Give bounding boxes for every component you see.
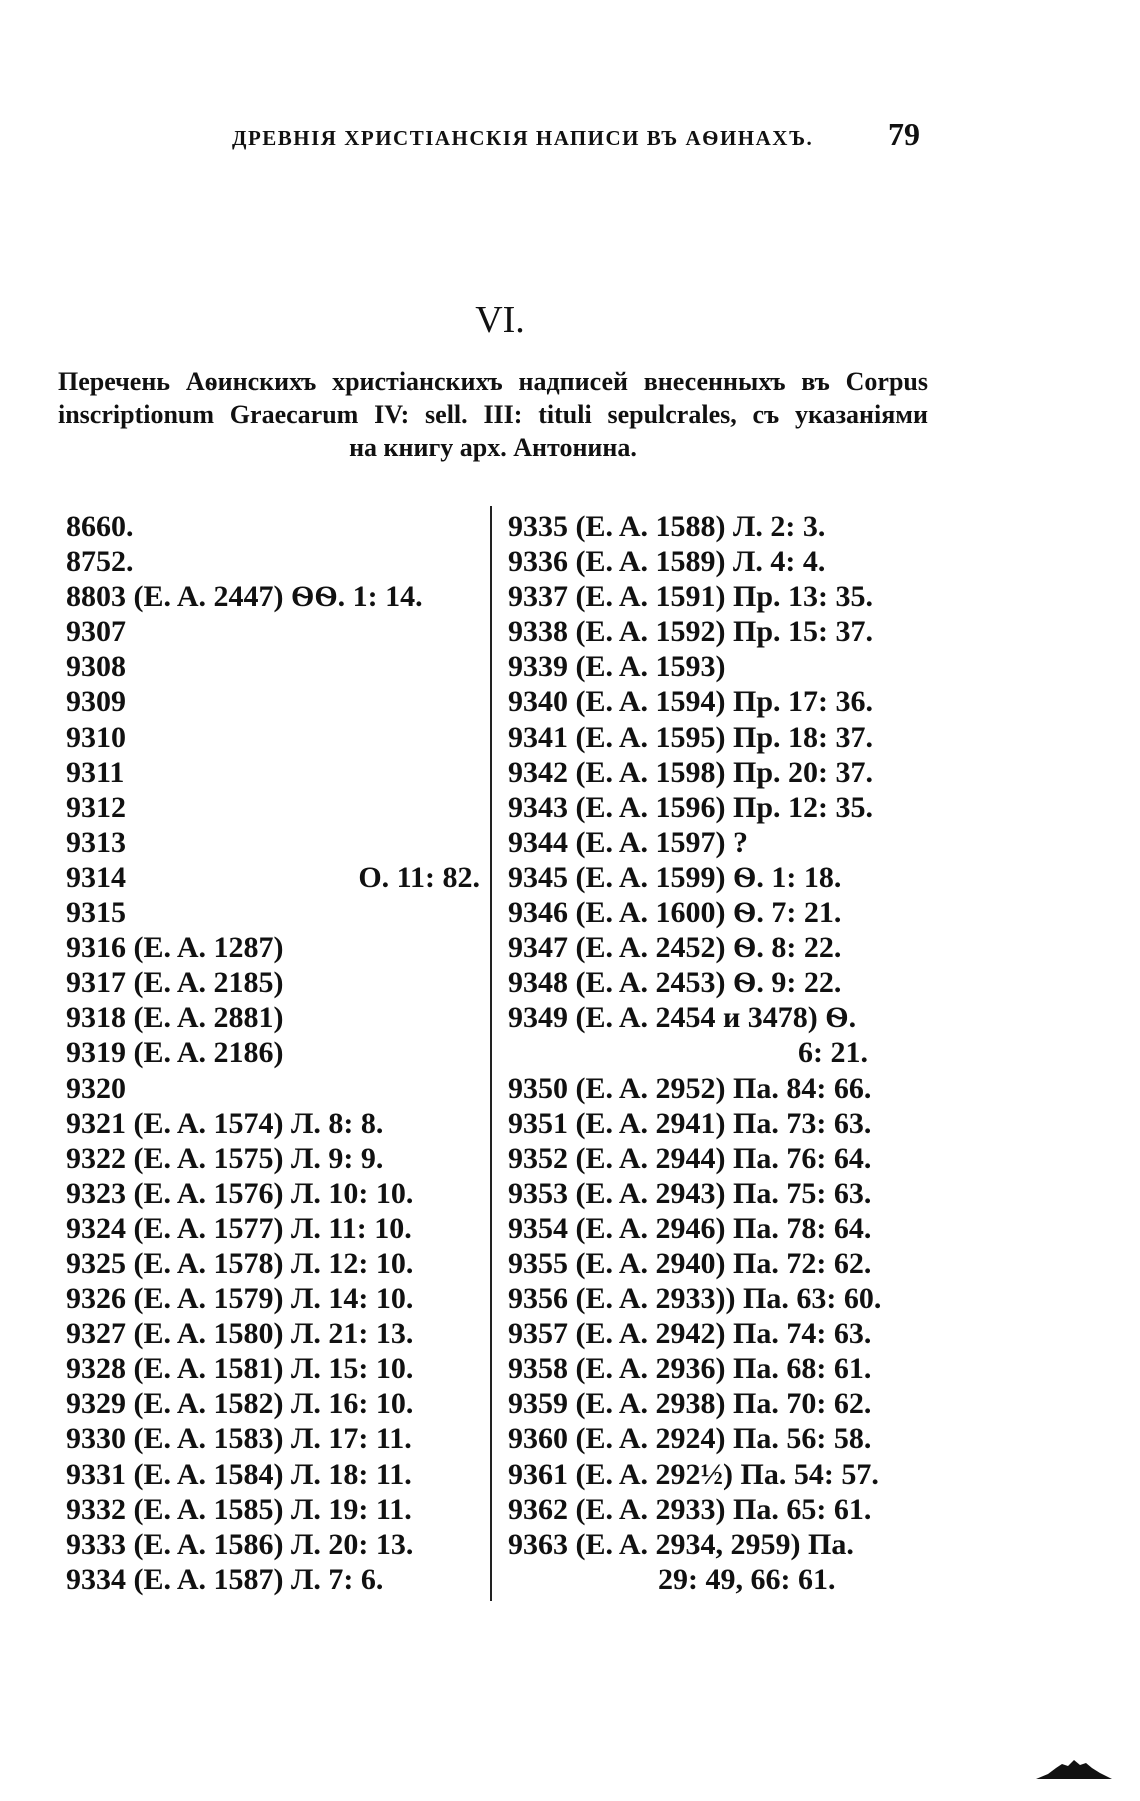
entry-text: 9317 (E. A. 2185) — [66, 966, 284, 1000]
entry-text: 9343 (E. A. 1596) Пр. 12: 35. — [508, 790, 874, 824]
list-item — [66, 579, 480, 614]
entry-text: 9316 (E. A. 1287) — [66, 931, 284, 965]
list-item — [66, 1562, 480, 1597]
entry-text: 9355 (E. A. 2940) Па. 72: 62. — [508, 1246, 872, 1280]
list-item — [508, 1211, 928, 1246]
entry-text: 9320 — [66, 1071, 126, 1105]
list-item — [508, 1141, 928, 1176]
entry-text: 29: 49, 66: 61. — [658, 1562, 836, 1596]
entry-text: 9335 (E. A. 1588) Л. 2: 3. — [508, 510, 826, 543]
list-item — [508, 1351, 928, 1386]
list-item — [508, 1562, 928, 1597]
list-item — [66, 649, 480, 684]
entry-text: 9361 (E. A. 292½) Па. 54: 57. — [508, 1457, 879, 1491]
entry-text: 8752. — [66, 545, 134, 579]
list-item — [66, 965, 480, 1000]
entry-text: 9307 — [66, 615, 126, 649]
list-item — [508, 1281, 928, 1316]
list-item — [66, 755, 480, 790]
list-item — [508, 579, 928, 614]
entry-text: 9313 — [66, 825, 126, 859]
entry-text: 9327 (E. A. 1580) Л. 21: 13. — [66, 1317, 414, 1351]
entry-text: 9347 (E. A. 2452) Ѳ. 8: 22. — [508, 931, 842, 965]
list-item — [66, 1386, 480, 1421]
entry-text: 9309 — [66, 685, 126, 719]
list-item — [66, 684, 480, 719]
entry-text: 9340 (E. A. 1594) Пр. 17: 36. — [508, 685, 874, 719]
list-item — [508, 544, 928, 579]
list-item — [508, 1071, 928, 1106]
heading-line-2: inscriptionum Graecarum IV: sell. III: tituli sepulcrales, съ указаніями — [58, 400, 928, 429]
entry-text: 9362 (E. A. 2933) Па. 65: 61. — [508, 1492, 872, 1526]
list-item — [508, 825, 928, 860]
list-item — [508, 1176, 928, 1211]
entry-text: 9346 (E. A. 1600) Ѳ. 7: 21. — [508, 896, 842, 930]
list-item — [508, 684, 928, 719]
list-item — [66, 895, 480, 930]
list-item — [66, 1106, 480, 1141]
entry-text: 9338 (E. A. 1592) Пр. 15: 37. — [508, 615, 874, 649]
list-item — [508, 1035, 928, 1070]
entry-text: 9348 (E. A. 2453) Ѳ. 9: 22. — [508, 966, 842, 1000]
list-item — [508, 509, 928, 544]
list-item — [66, 825, 480, 860]
entry-text: 9322 (E. A. 1575) Л. 9: 9. — [66, 1141, 384, 1175]
list-item — [508, 965, 928, 1000]
list-item — [508, 930, 928, 965]
list-item — [66, 1316, 480, 1351]
section-number: VI. — [475, 299, 525, 341]
entry-text: 9359 (E. A. 2938) Па. 70: 62. — [508, 1387, 872, 1421]
list-item — [66, 509, 480, 544]
list-item — [66, 614, 480, 649]
entry-text: 9319 (E. A. 2186) — [66, 1036, 284, 1070]
entry-text: 9349 (E. A. 2454 и 3478) Ѳ. — [508, 1001, 857, 1035]
entry-text: 9358 (E. A. 2936) Па. 68: 61. — [508, 1352, 872, 1386]
list-item — [508, 1106, 928, 1141]
list-item — [66, 1351, 480, 1386]
list-item — [508, 755, 928, 790]
right-column — [508, 509, 928, 1597]
page-number: 79 — [888, 116, 920, 152]
entry-text: 9331 (E. A. 1584) Л. 18: 11. — [66, 1457, 412, 1491]
list-item — [508, 1246, 928, 1281]
heading-line-1: Перечень Аѳинскихъ христіанскихъ надписей внесенныхъ въ Corpus — [58, 367, 928, 396]
list-item — [66, 930, 480, 965]
entry-text: 9360 (E. A. 2924) Па. 56: 58. — [508, 1422, 872, 1456]
entry-text: 9344 (E. A. 1597) ? — [508, 825, 748, 859]
entry-text: 9324 (E. A. 1577) Л. 11: 10. — [66, 1211, 412, 1245]
heading-line-3: на книгу арх. Антонина. — [349, 433, 637, 462]
list-item — [66, 1211, 480, 1246]
entry-text: 9350 (E. A. 2952) Па. 84: 66. — [508, 1071, 872, 1105]
entry-text: 9353 (E. A. 2943) Па. 75: 63. — [508, 1176, 872, 1210]
entry-text: 9328 (E. A. 1581) Л. 15: 10. — [66, 1352, 414, 1386]
list-item — [508, 790, 928, 825]
entry-text: 9363 (E. A. 2934, 2959) Па. — [508, 1527, 854, 1561]
entry-text: 8660. — [66, 510, 134, 543]
list-item — [508, 1492, 928, 1527]
entry-text: 9325 (E. A. 1578) Л. 12: 10. — [66, 1246, 414, 1280]
entry-text: 9334 (E. A. 1587) Л. 7: 6. — [66, 1562, 384, 1596]
list-item — [508, 895, 928, 930]
list-item — [66, 720, 480, 755]
entry-text: 9356 (E. A. 2933)) Па. 63: 60. — [508, 1282, 882, 1316]
list-item — [66, 544, 480, 579]
entry-text: 9341 (E. A. 1595) Пр. 18: 37. — [508, 720, 874, 754]
entry-text: 9330 (E. A. 1583) Л. 17: 11. — [66, 1422, 412, 1456]
entry-text: 9336 (E. A. 1589) Л. 4: 4. — [508, 545, 826, 579]
entry-text: 9314 — [66, 860, 126, 894]
column-divider — [490, 506, 492, 1601]
list-item — [508, 1316, 928, 1351]
list-item — [66, 1176, 480, 1211]
left-column — [66, 509, 480, 1597]
running-head: ДРЕВНІЯ ХРИСТІАНСКІЯ НАПИСИ ВЪ АѲИНАХЪ. — [232, 126, 814, 150]
entry-text: 6: 21. — [798, 1036, 868, 1070]
list-item — [508, 614, 928, 649]
printer-ornament-icon — [1034, 1752, 1114, 1782]
list-item — [66, 1457, 480, 1492]
entry-text: 9312 — [66, 790, 126, 824]
list-item — [66, 860, 480, 895]
entry-text: 9337 (E. A. 1591) Пр. 13: 35. — [508, 580, 874, 614]
list-item — [66, 1246, 480, 1281]
list-item — [508, 1527, 928, 1562]
entry-text: 9345 (E. A. 1599) Ѳ. 1: 18. — [508, 860, 842, 894]
entry-text: 9323 (E. A. 1576) Л. 10: 10. — [66, 1176, 414, 1210]
entry-text: 9310 — [66, 720, 126, 754]
entry-text: 9354 (E. A. 2946) Па. 78: 64. — [508, 1211, 872, 1245]
list-item — [66, 1421, 480, 1456]
list-item — [66, 1141, 480, 1176]
list-item — [508, 720, 928, 755]
list-item — [66, 1000, 480, 1035]
entry-text: 9326 (E. A. 1579) Л. 14: 10. — [66, 1282, 414, 1316]
entry-text: 9352 (E. A. 2944) Па. 76: 64. — [508, 1141, 872, 1175]
list-item — [508, 649, 928, 684]
entry-text: 9333 (E. A. 1586) Л. 20: 13. — [66, 1527, 414, 1561]
list-item — [508, 1000, 928, 1035]
list-item — [508, 860, 928, 895]
entry-reference: O. 11: 82. — [358, 860, 480, 894]
list-item — [66, 1071, 480, 1106]
entry-text: 9342 (E. A. 1598) Пр. 20: 37. — [508, 755, 874, 789]
entry-text: 9321 (E. A. 1574) Л. 8: 8. — [66, 1106, 384, 1140]
list-item — [508, 1386, 928, 1421]
entry-text: 9339 (E. A. 1593) — [508, 650, 726, 684]
list-item — [508, 1421, 928, 1456]
entry-text: 9315 — [66, 896, 126, 930]
section-heading — [58, 365, 928, 464]
list-item — [66, 1281, 480, 1316]
entry-text: 9308 — [66, 650, 126, 684]
entry-text: 9332 (E. A. 1585) Л. 19: 11. — [66, 1492, 412, 1526]
list-item — [66, 1492, 480, 1527]
entry-text: 9318 (E. A. 2881) — [66, 1001, 284, 1035]
entry-text: 9329 (E. A. 1582) Л. 16: 10. — [66, 1387, 414, 1421]
entry-text: 9357 (E. A. 2942) Па. 74: 63. — [508, 1317, 872, 1351]
list-item — [66, 790, 480, 825]
list-item — [66, 1035, 480, 1070]
entry-text: 8803 (E. A. 2447) ѲѲ. 1: 14. — [66, 580, 423, 614]
entry-text: 9311 — [66, 755, 125, 789]
entry-text: 9351 (E. A. 2941) Па. 73: 63. — [508, 1106, 872, 1140]
list-item — [508, 1457, 928, 1492]
list-item — [66, 1527, 480, 1562]
